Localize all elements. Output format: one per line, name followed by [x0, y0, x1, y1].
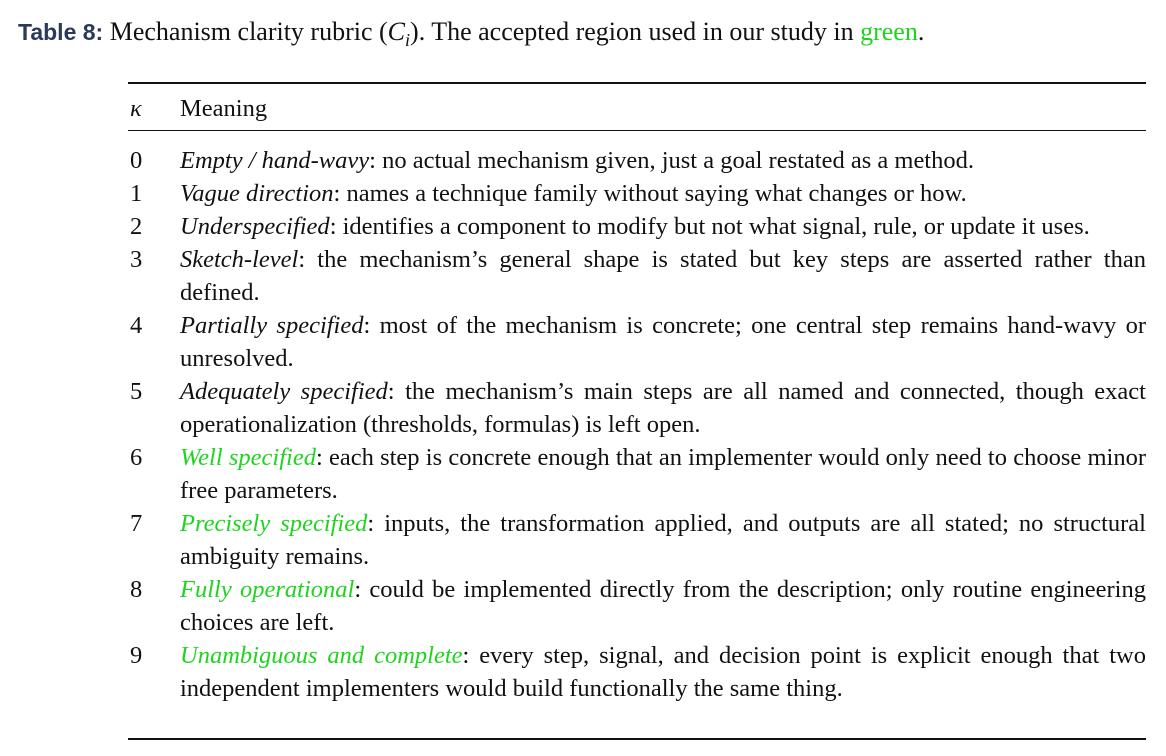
meaning-cell: Fully operational: could be implemented directly from the description; only routine engineering choices are left.: [180, 576, 1146, 636]
level-description: the mechanism’s general shape is stated but key steps are asserted rather than defined.: [180, 246, 1146, 306]
table-row: [128, 243, 1146, 309]
header-meaning: Meaning: [180, 95, 268, 122]
table-row: [128, 507, 1146, 573]
meaning-cell: Vague direction: names a technique family without saying what changes or how.: [180, 180, 967, 207]
table-row: [128, 210, 1146, 243]
kappa-value: 6: [130, 444, 143, 471]
caption-text-middle: ). The accepted region used in our study in: [410, 17, 861, 46]
meaning-cell: Well specified: each step is concrete enough that an implementer would only need to choose minor free parameters.: [180, 444, 1146, 504]
level-description: inputs, the transformation applied, and outputs are all stated; no structural ambiguity remains.: [180, 510, 1146, 570]
kappa-value: 0: [130, 147, 143, 174]
header-row: [128, 92, 1146, 130]
level-term: Underspecified: [180, 213, 330, 240]
header-kappa: κ: [130, 95, 142, 122]
level-description: most of the mechanism is concrete; one central step remains hand-wavy or unresolved.: [180, 312, 1146, 372]
level-term: Fully operational: [180, 576, 355, 603]
meaning-cell: Underspecified: identifies a component to modify but not what signal, rule, or update it uses.: [180, 213, 1090, 240]
kappa-value: 9: [130, 642, 143, 669]
rubric-table: [128, 92, 1146, 705]
level-description: every step, signal, and decision point is explicit enough that two independent implementers would build functionally the same thing.: [180, 642, 1146, 702]
top-rule: [128, 82, 1146, 84]
caption-highlight: green: [860, 17, 918, 46]
table-row: [128, 309, 1146, 375]
meaning-cell: Partially specified: most of the mechanism is concrete; one central step remains hand-wavy or unresolved.: [180, 312, 1146, 372]
caption-subscript: i: [405, 30, 411, 51]
level-description: no actual mechanism given, just a goal restated as a method.: [382, 147, 974, 174]
bottom-rule: [128, 738, 1146, 740]
caption-symbol: C: [387, 17, 406, 46]
meaning-cell: Unambiguous and complete: every step, signal, and decision point is explicit enough that two independent implementers would build functionally the same thing.: [180, 642, 1146, 702]
table-row: [128, 573, 1146, 639]
table-row: [128, 144, 1146, 177]
meaning-cell: Sketch-level: the mechanism’s general shape is stated but key steps are asserted rather than defined.: [180, 246, 1146, 306]
caption-text-after: .: [917, 17, 925, 46]
rubric-body: [128, 130, 1146, 705]
level-description: the mechanism’s main steps are all named and connected, though exact operationalization (thresholds, formulas) is left open.: [180, 378, 1146, 438]
meaning-cell: Precisely specified: inputs, the transformation applied, and outputs are all stated; no structural ambiguity remains.: [180, 510, 1146, 570]
table-label: Table 8:: [18, 19, 104, 45]
level-term: Unambiguous and complete: [180, 642, 463, 669]
level-term: Empty / hand-wavy: [180, 147, 370, 174]
body-spacer: [128, 130, 1146, 144]
level-term: Vague direction: [180, 180, 334, 207]
meaning-cell: Adequately specified: the mechanism’s main steps are all named and connected, though exact operationalization (thresholds, formulas) is left open.: [180, 378, 1146, 438]
table-row: [128, 639, 1146, 705]
kappa-value: 3: [130, 246, 143, 273]
level-description: identifies a component to modify but not what signal, rule, or update it uses.: [342, 213, 1090, 240]
level-term: Well specified: [180, 444, 316, 471]
table-row: [128, 441, 1146, 507]
kappa-value: 8: [130, 576, 143, 603]
level-description: names a technique family without saying what changes or how.: [346, 180, 967, 207]
kappa-value: 7: [130, 510, 143, 537]
meaning-cell: Empty / hand-wavy: no actual mechanism given, just a goal restated as a method.: [180, 147, 974, 174]
table-caption: [18, 14, 924, 58]
kappa-value: 2: [130, 213, 143, 240]
level-term: Partially specified: [180, 312, 364, 339]
caption-text-before: Mechanism clarity rubric (: [109, 17, 388, 46]
level-description: could be implemented directly from the description; only routine engineering choices are left.: [180, 576, 1146, 636]
kappa-value: 5: [130, 378, 143, 405]
level-term: Adequately specified: [180, 378, 388, 405]
level-term: Sketch-level: [180, 246, 299, 273]
kappa-value: 1: [130, 180, 143, 207]
table-row: [128, 177, 1146, 210]
table-row: [128, 375, 1146, 441]
kappa-value: 4: [130, 312, 143, 339]
level-description: each step is concrete enough that an implementer would only need to choose minor free parameters.: [180, 444, 1146, 504]
level-term: Precisely specified: [180, 510, 368, 537]
